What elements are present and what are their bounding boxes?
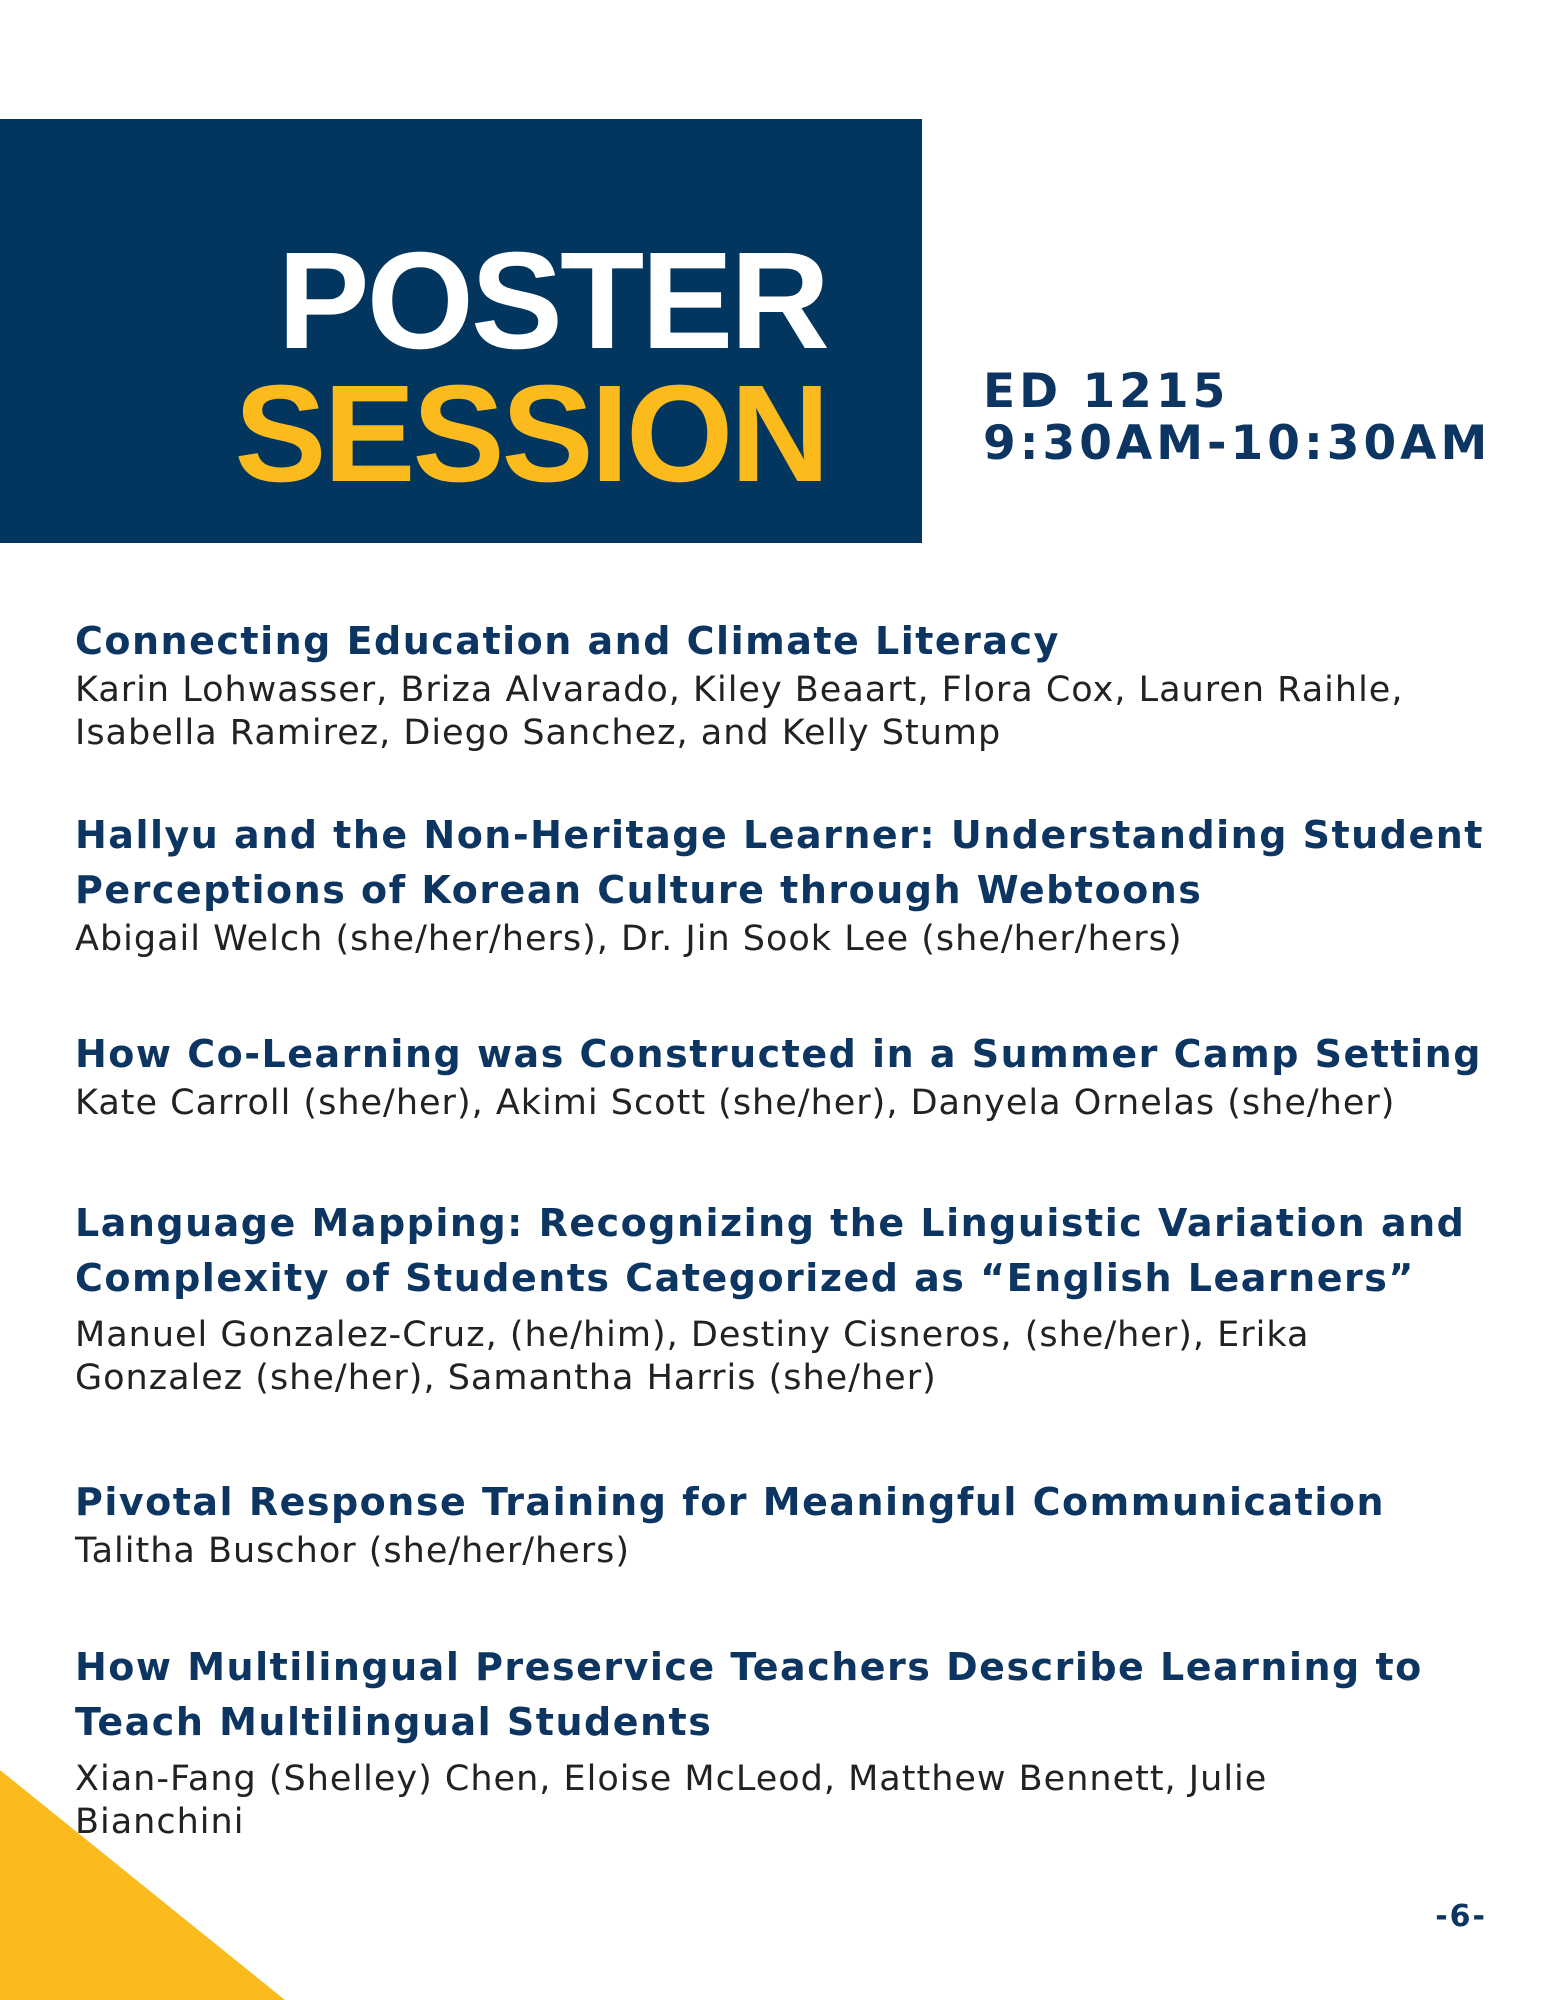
session-time: 9:30AM-10:30AM [983, 416, 1492, 471]
poster-entry [75, 808, 1495, 961]
poster-authors-line: Bianchini [75, 1802, 245, 1842]
poster-title-line: Pivotal Response Training for Meaningful Communication [75, 1480, 1386, 1524]
poster-authors-line: Gonzalez (she/her), Samantha Harris (she/her) [75, 1358, 937, 1398]
poster-authors [75, 1314, 1495, 1400]
poster-authors-line: Isabella Ramirez, Diego Sanchez, and Kelly Stump [75, 713, 1002, 753]
poster-entry [75, 1196, 1495, 1400]
poster-title-line: Hallyu and the Non-Heritage Learner: Understanding Student [75, 813, 1484, 857]
poster-title [75, 614, 1495, 669]
poster-authors-line: Abigail Welch (she/her/hers), Dr. Jin Sook Lee (she/her/hers) [75, 919, 1183, 959]
poster-authors [75, 669, 1495, 755]
poster-entry [75, 1027, 1495, 1125]
poster-title [75, 1475, 1495, 1530]
title-poster: POSTER [277, 224, 827, 378]
poster-authors [75, 1758, 1495, 1844]
poster-title-line: How Co-Learning was Constructed in a Summer Camp Setting [75, 1032, 1482, 1076]
poster-entry [75, 614, 1495, 755]
poster-title-line: Teach Multilingual Students [75, 1700, 713, 1744]
poster-authors-line: Xian-Fang (Shelley) Chen, Eloise McLeod, Matthew Bennett, Julie [75, 1759, 1268, 1799]
poster-title-line: How Multilingual Preservice Teachers Describe Learning to [75, 1645, 1423, 1689]
poster-authors [75, 1530, 1495, 1573]
poster-authors-line: Manuel Gonzalez-Cruz, (he/him), Destiny Cisneros, (she/her), Erika [75, 1315, 1310, 1355]
poster-title [75, 808, 1495, 918]
poster-entry [75, 1475, 1495, 1573]
poster-authors-line: Talitha Buschor (she/her/hers) [75, 1531, 631, 1571]
poster-title-line: Connecting Education and Climate Literacy [75, 619, 1060, 663]
poster-authors-line: Karin Lohwasser, Briza Alvarado, Kiley Beaart, Flora Cox, Lauren Raihle, [75, 670, 1404, 710]
page-number: -6- [1435, 1899, 1487, 1934]
poster-title [75, 1196, 1495, 1306]
poster-authors [75, 1082, 1495, 1125]
corner-triangle-decoration [0, 1770, 285, 2000]
poster-title-line: Perceptions of Korean Culture through Webtoons [75, 868, 1203, 912]
poster-title [75, 1640, 1495, 1750]
title-session: SESSION [234, 357, 827, 511]
poster-entry [75, 1640, 1495, 1844]
title-banner [0, 119, 922, 543]
poster-title-line: Language Mapping: Recognizing the Linguistic Variation and [75, 1201, 1466, 1245]
poster-title [75, 1027, 1495, 1082]
poster-authors-line: Kate Carroll (she/her), Akimi Scott (she/her), Danyela Ornelas (she/her) [75, 1083, 1396, 1123]
session-info [983, 366, 1491, 470]
poster-authors [75, 918, 1495, 961]
session-room: ED 1215 [983, 364, 1230, 419]
poster-title-line: Complexity of Students Categorized as “English Learners” [75, 1256, 1415, 1300]
